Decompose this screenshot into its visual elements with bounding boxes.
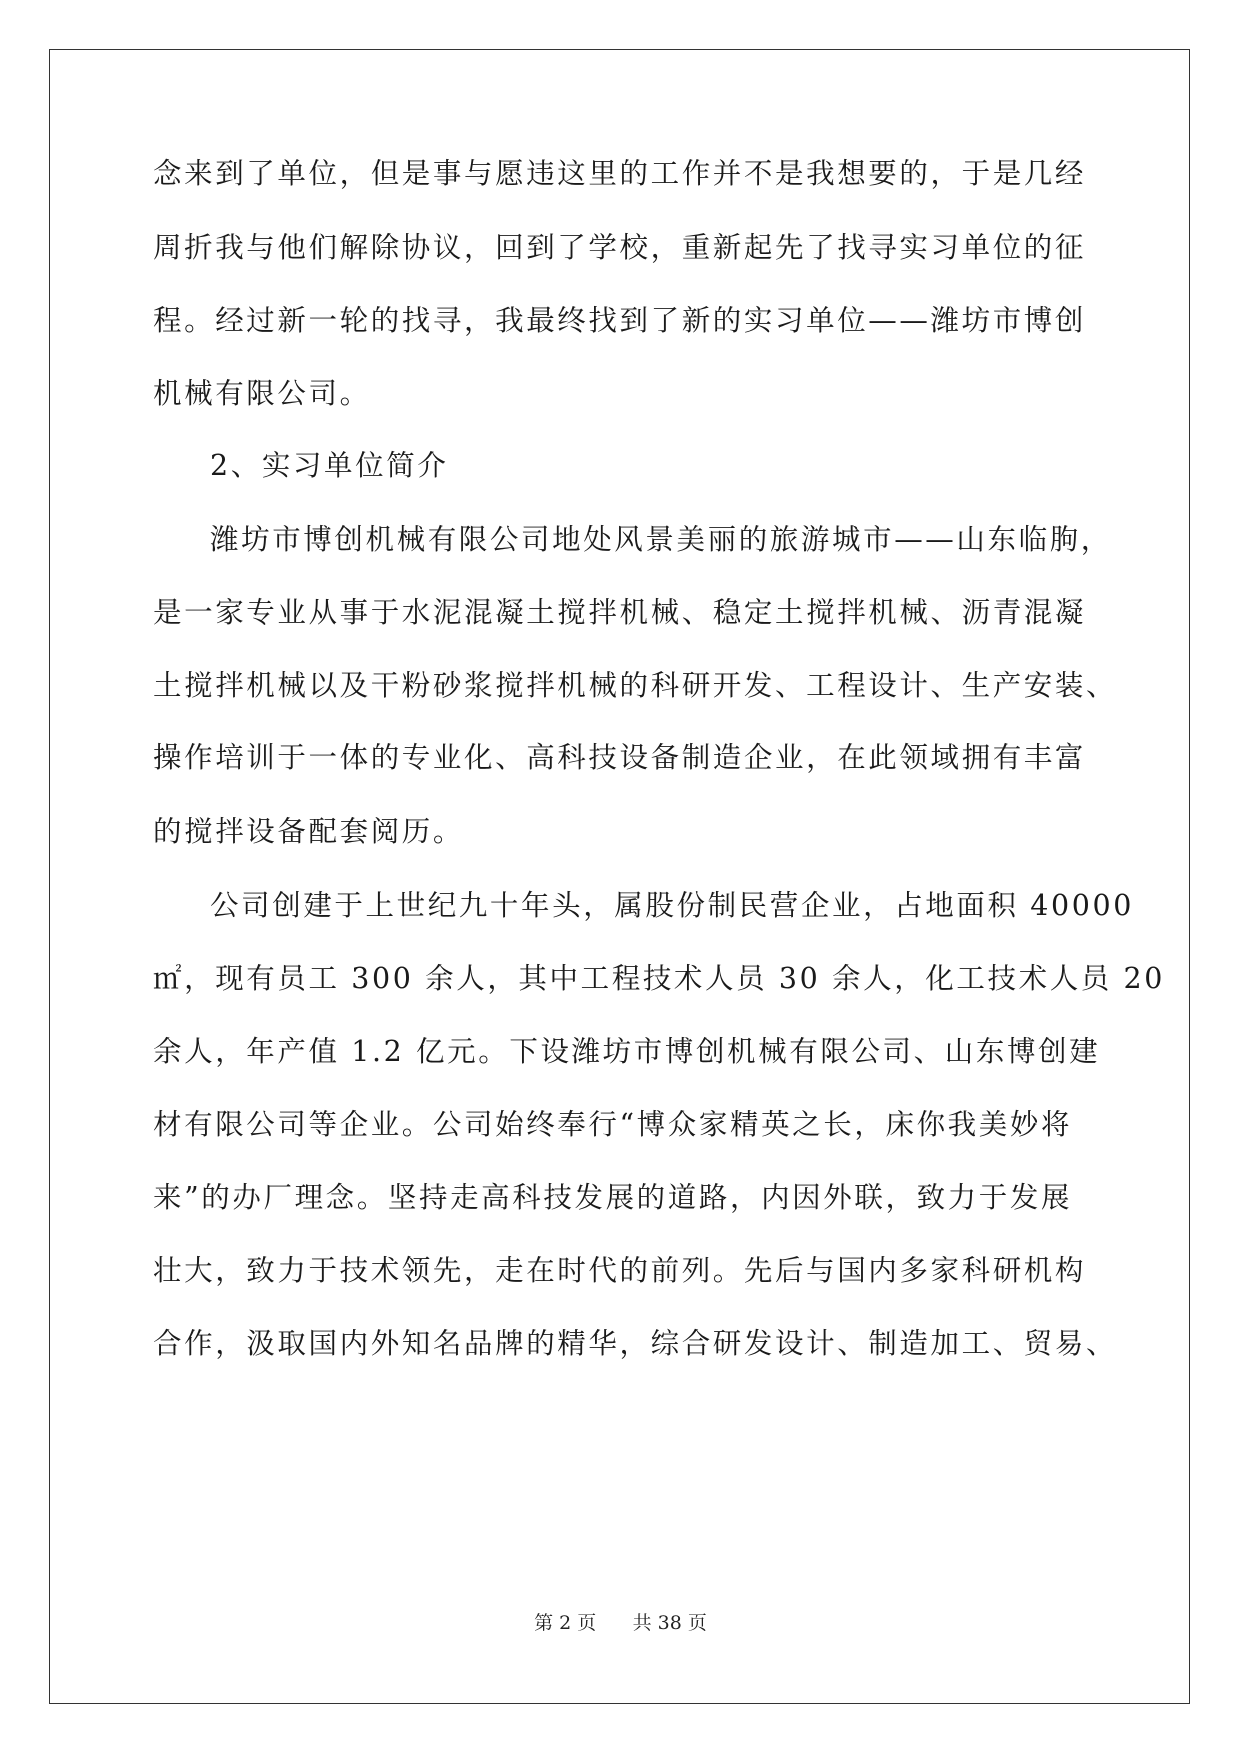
text-line: 念来到了单位，但是事与愿违这里的工作并不是我想要的，于是几经 [153, 157, 1087, 190]
text-line: ㎡，现有员工 300 余人，其中工程技术人员 30 余人，化工技术人员 20 [153, 962, 1166, 995]
text-line: 材有限公司等企业。公司始终奉行“博众家精英之长，床你我美妙将 [153, 1108, 1073, 1141]
text-line: 合作，汲取国内外知名品牌的精华，综合研发设计、制造加工、贸易、 [153, 1327, 1118, 1360]
section-heading: 2、实习单位简介 [210, 449, 449, 482]
text-line: 的搅拌设备配套阅历。 [153, 815, 465, 848]
text-line: 周折我与他们解除协议，回到了学校，重新起先了找寻实习单位的征 [153, 231, 1087, 264]
page-border [49, 49, 1190, 1704]
text-line: 潍坊市博创机械有限公司地处风景美丽的旅游城市——山东临朐， [210, 523, 1112, 556]
text-line: 余人，年产值 1.2 亿元。下设潍坊市博创机械有限公司、山东博创建 [153, 1035, 1101, 1068]
text-line: 土搅拌机械以及干粉砂浆搅拌机械的科研开发、工程设计、生产安装、 [153, 669, 1118, 702]
page-footer [0, 1611, 1241, 1635]
text-line: 机械有限公司。 [153, 377, 371, 410]
page-number: 第 2 页 [534, 1612, 597, 1634]
text-line: 是一家专业从事于水泥混凝土搅拌机械、稳定土搅拌机械、沥青混凝 [153, 596, 1087, 629]
text-line: 程。经过新一轮的找寻，我最终找到了新的实习单位——潍坊市博创 [153, 304, 1087, 337]
text-line: 壮大，致力于技术领先，走在时代的前列。先后与国内多家科研机构 [153, 1254, 1087, 1287]
text-line: 来”的办厂理念。坚持走高科技发展的道路，内因外联，致力于发展 [153, 1181, 1073, 1214]
page-total: 共 38 页 [632, 1612, 707, 1634]
text-line: 操作培训于一体的专业化、高科技设备制造企业，在此领域拥有丰富 [153, 741, 1087, 774]
text-line: 公司创建于上世纪九十年头，属股份制民营企业，占地面积 40000 [210, 889, 1134, 922]
